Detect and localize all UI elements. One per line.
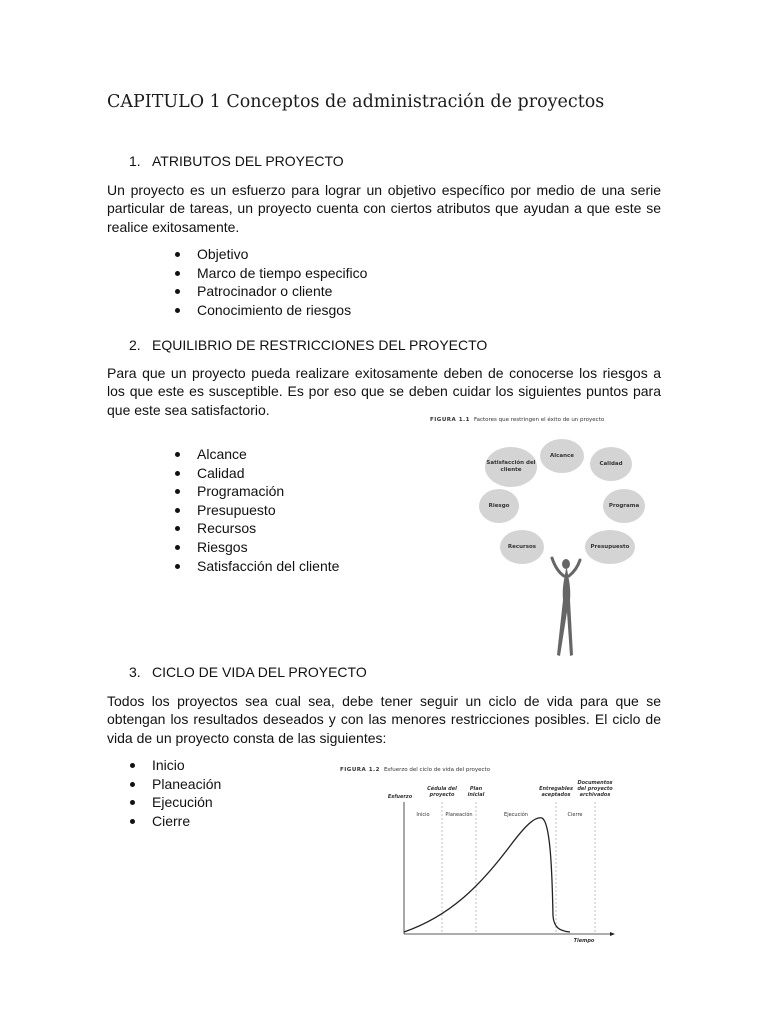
bubble-riesgo: Riesgo [479, 489, 519, 523]
list-item [152, 793, 221, 812]
section-3-heading [129, 664, 367, 680]
list-item [197, 482, 339, 501]
list-item [197, 464, 339, 483]
section-3-paragraph: Todos los proyectos sea cual sea, debe tener seguir un ciclo de vida para que se obtengan los resultados deseados y con las menores restricciones posibles. El ciclo de vida de un proyecto consta de las siguientes: [107, 693, 661, 746]
label-plan-1: Plan [469, 786, 483, 792]
bubble-satisfaccion: Satisfacción del cliente [485, 447, 537, 487]
section-2-heading [129, 337, 487, 353]
section-1-bullet-list [197, 245, 367, 319]
figure-1-caption [430, 417, 604, 423]
list-item-text: Recursos [197, 520, 257, 537]
phase-label-cierre: Cierre [567, 812, 583, 818]
section-3-heading-text: CICLO DE VIDA DEL PROYECTO [152, 664, 367, 680]
figure-2-lifecycle-diagram [360, 776, 630, 946]
list-item-text: Satisfacción del cliente [197, 557, 340, 574]
bubble-presupuesto: Presupuesto [585, 530, 635, 564]
list-item-text: Conocimiento de riesgos [197, 301, 352, 318]
bubble-alcance: Alcance [540, 439, 584, 473]
phase-label-ejecucion: Ejecución [504, 812, 528, 818]
bullet-icon [175, 489, 180, 494]
section-1-heading [129, 153, 344, 169]
bullet-icon [175, 471, 180, 476]
page-title: CAPITULO 1 Conceptos de administración de proyectos [107, 92, 605, 112]
label-esfuerzo: Esfuerzo [387, 794, 413, 800]
phase-label-planeacion: Planeación [445, 812, 473, 818]
list-item-text: Riesgos [197, 538, 248, 555]
bullet-icon [130, 763, 135, 768]
list-item [197, 519, 339, 538]
list-item [197, 445, 339, 464]
bullet-icon [175, 289, 180, 294]
label-documentos-3: archivados [579, 792, 611, 798]
list-item [197, 538, 339, 557]
bubble-programa: Programa [603, 489, 645, 523]
bullet-icon [175, 271, 180, 276]
label-documentos-1: Documentos [577, 780, 613, 786]
list-item-text: Cierre [152, 812, 191, 829]
bullet-icon [175, 508, 180, 513]
list-item-text: Programación [197, 483, 285, 500]
list-item-text: Ejecución [152, 794, 213, 811]
bullet-icon [130, 782, 135, 787]
bullet-icon [175, 564, 180, 569]
x-axis-label: Tiempo [573, 938, 595, 944]
section-1-number: 1. [129, 153, 141, 169]
list-item [197, 501, 339, 520]
phase-label-inicio: Inicio [416, 812, 430, 818]
bubble-recursos: Recursos [500, 530, 544, 564]
bullet-icon [175, 545, 180, 550]
label-documentos-2: del proyecto [577, 786, 613, 792]
list-item-text: Objetivo [197, 246, 249, 262]
label-cedula-1: Cédula del [427, 786, 457, 792]
list-item-text: Calidad [197, 464, 245, 481]
list-item [197, 264, 367, 283]
list-item [197, 245, 367, 264]
list-item-text: Planeación [152, 775, 222, 792]
bullet-icon [175, 526, 180, 531]
list-item [197, 301, 367, 320]
list-item [197, 282, 367, 301]
bullet-icon [175, 252, 180, 257]
list-item-text: Patrocinador o cliente [197, 283, 333, 300]
juggler-figure-icon [540, 550, 590, 660]
figure-2-caption-text: Esfuerzo del ciclo de vida del proyecto [383, 767, 491, 773]
label-cedula-2: proyecto [429, 792, 455, 798]
figure-1-caption-text: Factores que restringen el éxito de un proyecto [473, 417, 605, 423]
list-item-text: Marco de tiempo especifico [197, 264, 368, 281]
section-1-heading-text: ATRIBUTOS DEL PROYECTO [152, 153, 344, 169]
label-entregables-2: aceptados [541, 792, 571, 798]
label-plan-2: inicial [467, 792, 485, 798]
section-2-number: 2. [129, 337, 141, 353]
bullet-icon [130, 800, 135, 805]
list-item-text: Presupuesto [197, 501, 276, 518]
bullet-icon [175, 308, 180, 313]
section-2-bullet-list [197, 445, 339, 575]
list-item-text: Alcance [197, 446, 247, 462]
section-1-paragraph: Un proyecto es un esfuerzo para lograr un objetivo específico por medio de una serie particular de tareas, un proyecto cuenta con ciertos atributos que ayudan a que este se realice exitosamente. [107, 182, 661, 235]
list-item-text: Inicio [152, 757, 185, 773]
list-item [152, 812, 221, 831]
x-axis-arrow-icon [610, 932, 615, 936]
section-3-bullet-list [152, 756, 221, 830]
figure-1-label: FIGURA 1.1 [430, 417, 470, 423]
bullet-icon [175, 452, 180, 457]
list-item [152, 756, 221, 775]
effort-curve [404, 818, 570, 932]
bullet-icon [130, 819, 135, 824]
section-2-paragraph: Para que un proyecto pueda realizare exitosamente deben de conocerse los riesgos a los que este es susceptible. Es por eso que se deben cuidar los siguientes puntos para que este sea satisfactorio. [107, 365, 661, 418]
bubble-calidad: Calidad [590, 447, 632, 481]
section-2-heading-text: EQUILIBRIO DE RESTRICCIONES DEL PROYECTO [152, 337, 488, 353]
figure-2-label: FIGURA 1.2 [340, 767, 380, 773]
figure-1-diagram [470, 430, 650, 660]
list-item [152, 775, 221, 794]
list-item [197, 557, 339, 576]
label-entregables-1: Entregables [539, 786, 573, 792]
figure-2-caption [340, 767, 490, 773]
section-3-number: 3. [129, 664, 141, 680]
